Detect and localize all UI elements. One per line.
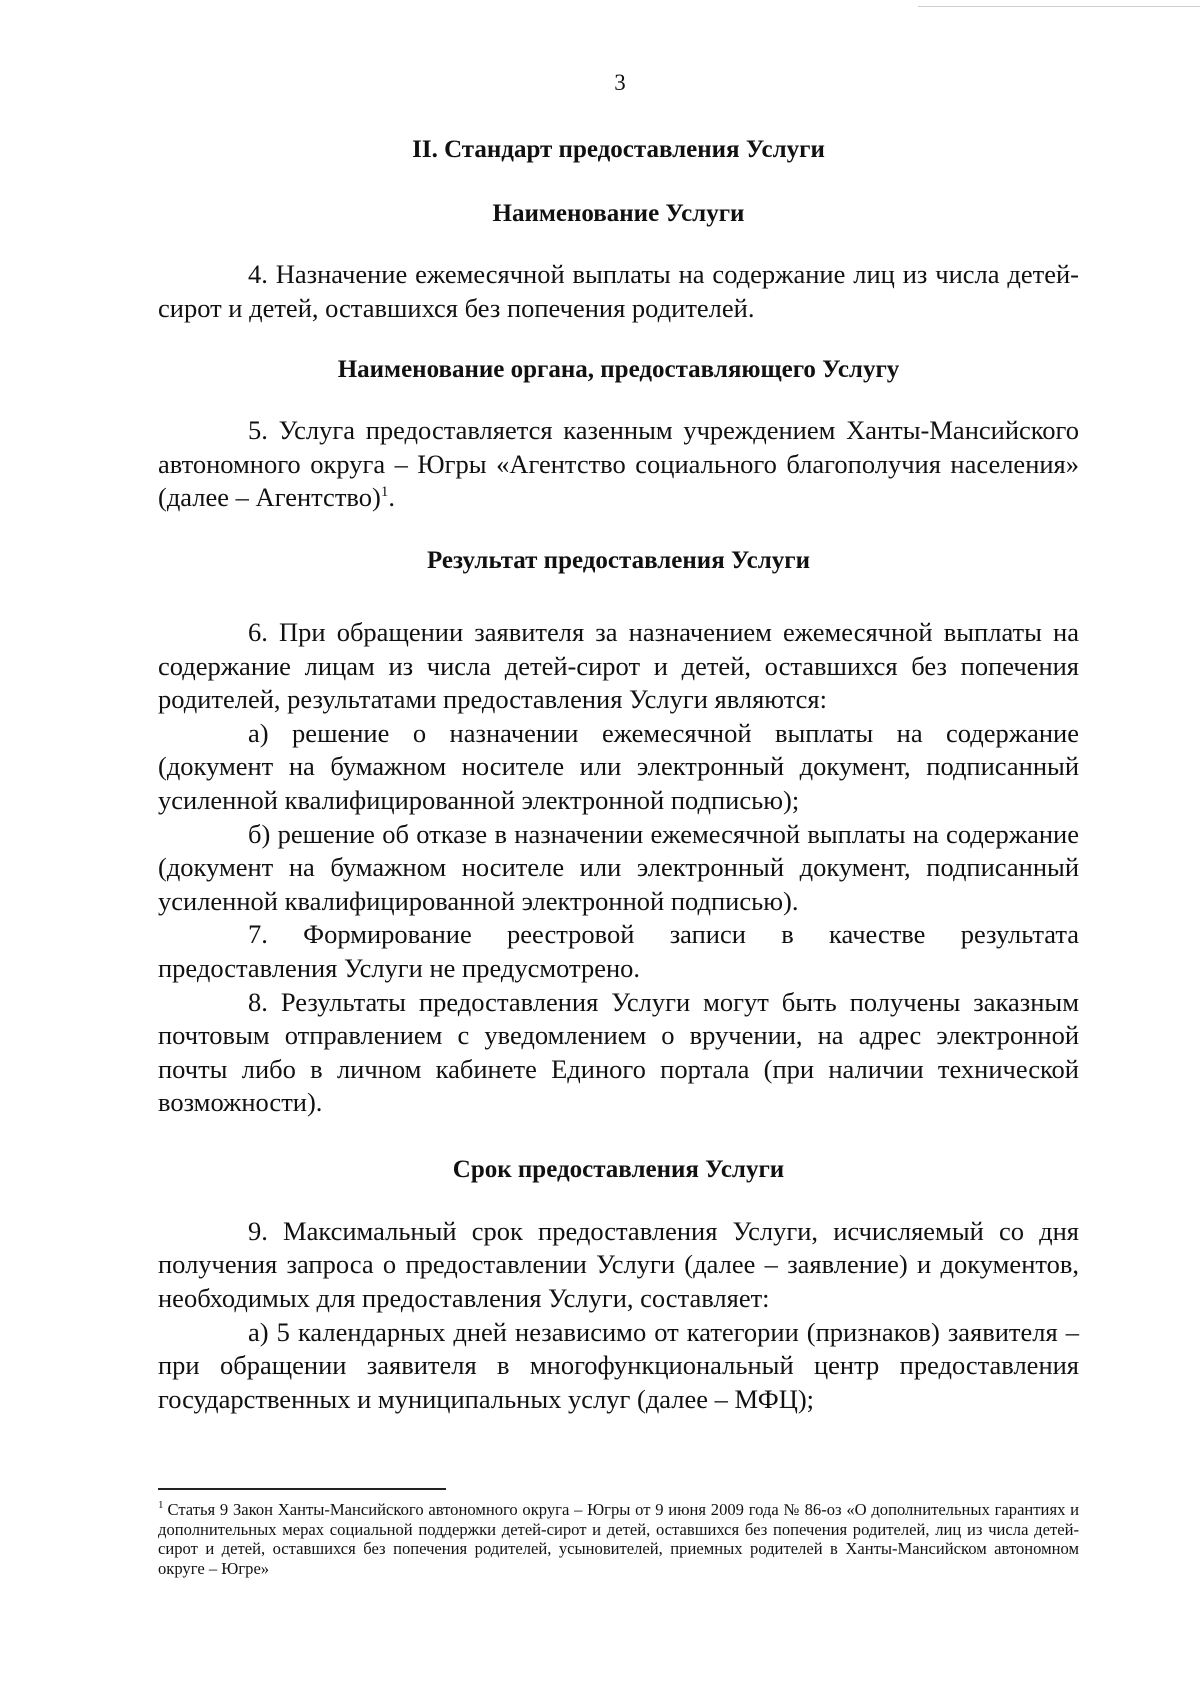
footnote-text: Статья 9 Закон Ханты-Мансийского автономного округа – Югры от 9 июня 2009 года № 86-оз «О дополнительных гарантиях и дополнительных мерах социальной поддержки детей-сирот и детей, оставшихся без попечения родителей, лиц из числа детей-сирот и детей, оставшихся без попечения родителей, усыновителей, приемных родителей в Ханты-Мансийском автономном округе – Югре» — [158, 1500, 1079, 1578]
paragraph-5-end: . — [388, 482, 395, 513]
footnote-reference: 1 — [380, 484, 389, 501]
heading-service-organ: Наименование органа, предоставляющего Услугу — [337, 356, 900, 384]
document-body — [158, 133, 1079, 1416]
paragraph-6b: б) решение об отказе в назначении ежемесячной выплаты на содержание (документ на бумажном носителе или электронный документ, подписанный усиленной квалифицированной электронной подписью). — [158, 818, 1079, 916]
footnote-separator — [158, 1488, 446, 1490]
paragraph-5 — [158, 414, 1079, 515]
footnote-mark: 1 — [158, 1499, 164, 1512]
heading-service-term: Срок предоставления Услуги — [452, 1155, 785, 1183]
paragraph-6a: а) решение о назначении ежемесячной выплаты на содержание (документ на бумажном носителе или электронный документ, подписанный усиленной квалифицированной электронной подписью); — [158, 717, 1079, 815]
paragraph-5-text: 5. Услуга предоставляется казенным учреждением Ханты-Мансийского автономного округа – Югры «Агентство социального благополучия населения» (далее – Агентство) — [158, 415, 1079, 513]
paragraph-7: 7. Формирование реестровой записи в качестве результата предоставления Услуги не предусмотрено. — [158, 919, 1079, 983]
page-number: 3 — [614, 70, 626, 95]
heading-service-name: Наименование Услуги — [492, 200, 745, 227]
paragraph-8: 8. Результаты предоставления Услуги могут быть получены заказным почтовым отправлением с уведомлением о вручении, на адрес электронной почты либо в личном кабинете Единого портала (при наличии технической возможности). — [158, 986, 1079, 1118]
scan-edge-line — [918, 6, 1200, 7]
footnote — [158, 1500, 1079, 1578]
paragraph-4: 4. Назначение ежемесячной выплаты на содержание лиц из числа детей-сирот и детей, оставшихся без попечения родителей. — [158, 259, 1079, 323]
paragraph-9: 9. Максимальный срок предоставления Услуги, исчисляемый со дня получения запроса о предоставлении Услуги (далее – заявление) и документов, необходимых для предоставления Услуги, составляет: — [158, 1215, 1079, 1314]
paragraph-6: 6. При обращении заявителя за назначением ежемесячной выплаты на содержание лицам из числа детей-сирот и детей, оставшихся без попечения родителей, результатами предоставления Услуги являются: — [158, 616, 1079, 715]
section-title: II. Стандарт предоставления Услуги — [412, 136, 825, 163]
paragraph-9a: а) 5 календарных дней независимо от категории (признаков) заявителя – при обращении заявителя в многофункциональный центр предоставления государственных и муниципальных услуг (далее – МФЦ); — [158, 1316, 1079, 1414]
heading-service-result: Результат предоставления Услуги — [426, 546, 810, 574]
